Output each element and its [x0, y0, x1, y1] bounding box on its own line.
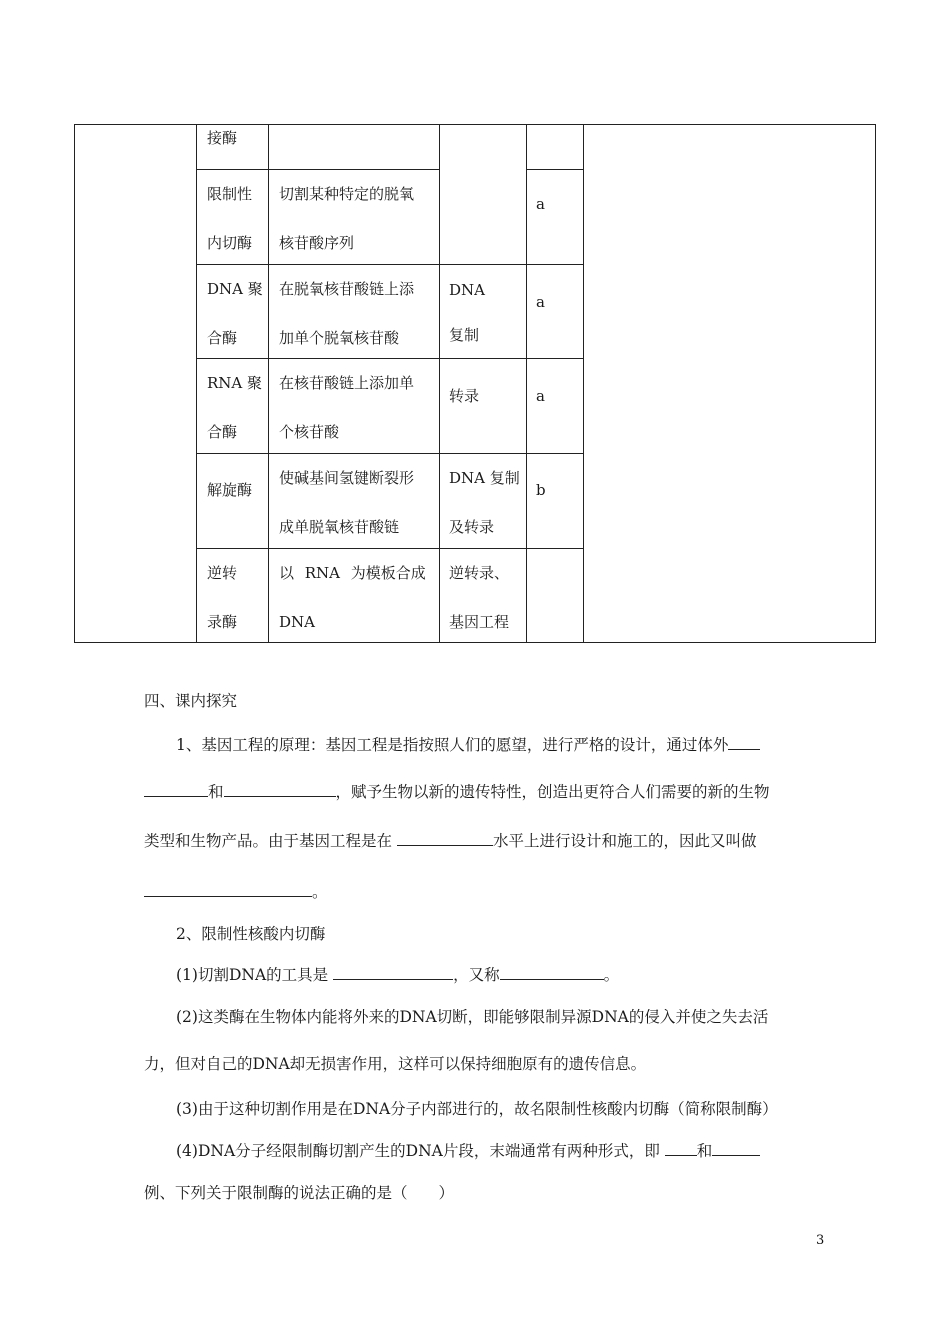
enzyme-type: a [536, 387, 545, 405]
enzyme-name: 逆转 录酶 [207, 564, 238, 631]
question-line: (2)这类酶在生物体内能将外来的DNA切断，即能够限制异源DNA的侵入并使之失去活 [176, 1008, 769, 1026]
enzyme-function: 在脱氧核苷酸链上添 加单个脱氧核苷酸 [279, 280, 415, 347]
enzyme-name: 解旋酶 [207, 481, 253, 499]
fill-blank[interactable] [712, 1141, 760, 1156]
fill-blank[interactable] [665, 1141, 697, 1156]
question-line: (1)切割DNA的工具是 ，又称 。 [176, 966, 620, 984]
enzyme-function: 使碱基间氢键断裂形 成单脱氧核苷酸链 [279, 469, 415, 536]
enzyme-name: RNA 聚 合酶 [207, 374, 263, 441]
enzyme-table [74, 124, 876, 643]
fill-blank[interactable] [397, 831, 493, 846]
fill-blank[interactable] [144, 882, 312, 897]
subsection-title: 2、限制性核酸内切酶 [176, 925, 326, 943]
enzyme-type: a [536, 195, 545, 213]
fill-blank[interactable] [500, 965, 604, 980]
paragraph-line: 和 ，赋予生物以新的遗传特性，创造出更符合人们需要的新的生物 [144, 780, 770, 802]
fill-blank[interactable] [144, 782, 208, 797]
fill-blank[interactable] [728, 735, 760, 750]
enzyme-name: 限制性 内切酶 [207, 185, 253, 252]
question-line: (3)由于这种切割作用是在DNA分子内部进行的，故名限制性核酸内切酶（简称限制酶） [176, 1100, 778, 1118]
fill-blank[interactable] [333, 965, 453, 980]
enzyme-type: a [536, 293, 545, 311]
example-question: 例、下列关于限制酶的说法正确的是（ ） [144, 1184, 455, 1202]
enzyme-application: DNA 复制 [449, 281, 485, 344]
enzyme-function: 切割某种特定的脱氧 核苷酸序列 [279, 185, 415, 252]
enzyme-name: 接酶 [207, 129, 238, 147]
enzyme-type: b [536, 481, 546, 499]
enzyme-application: DNA 复制 及转录 [449, 469, 520, 536]
enzyme-function: 以 RNA 为模板合成 DNA [279, 564, 426, 631]
paragraph-line: 1、基因工程的原理：基因工程是指按照人们的愿望，进行严格的设计，通过体外 [176, 733, 760, 755]
section-heading: 四、课内探究 [144, 692, 238, 710]
enzyme-name: DNA 聚 合酶 [207, 280, 263, 347]
paragraph-line: 。 [144, 880, 328, 902]
enzyme-function: 在核苷酸链上添加单 个核苷酸 [279, 374, 415, 441]
question-line: (4)DNA分子经限制酶切割产生的DNA片段，末端通常有两种形式，即 和 [176, 1139, 760, 1161]
question-line: 力，但对自己的DNA却无损害作用，这样可以保持细胞原有的遗传信息。 [144, 1055, 647, 1073]
fill-blank[interactable] [224, 782, 336, 797]
paragraph-line: 类型和生物产品。由于基因工程是在 水平上进行设计和施工的，因此又叫做 [144, 832, 757, 850]
enzyme-application: 逆转录、 基因工程 [449, 564, 510, 631]
enzyme-application: 转录 [449, 387, 480, 405]
page-number: 3 [816, 1233, 825, 1248]
